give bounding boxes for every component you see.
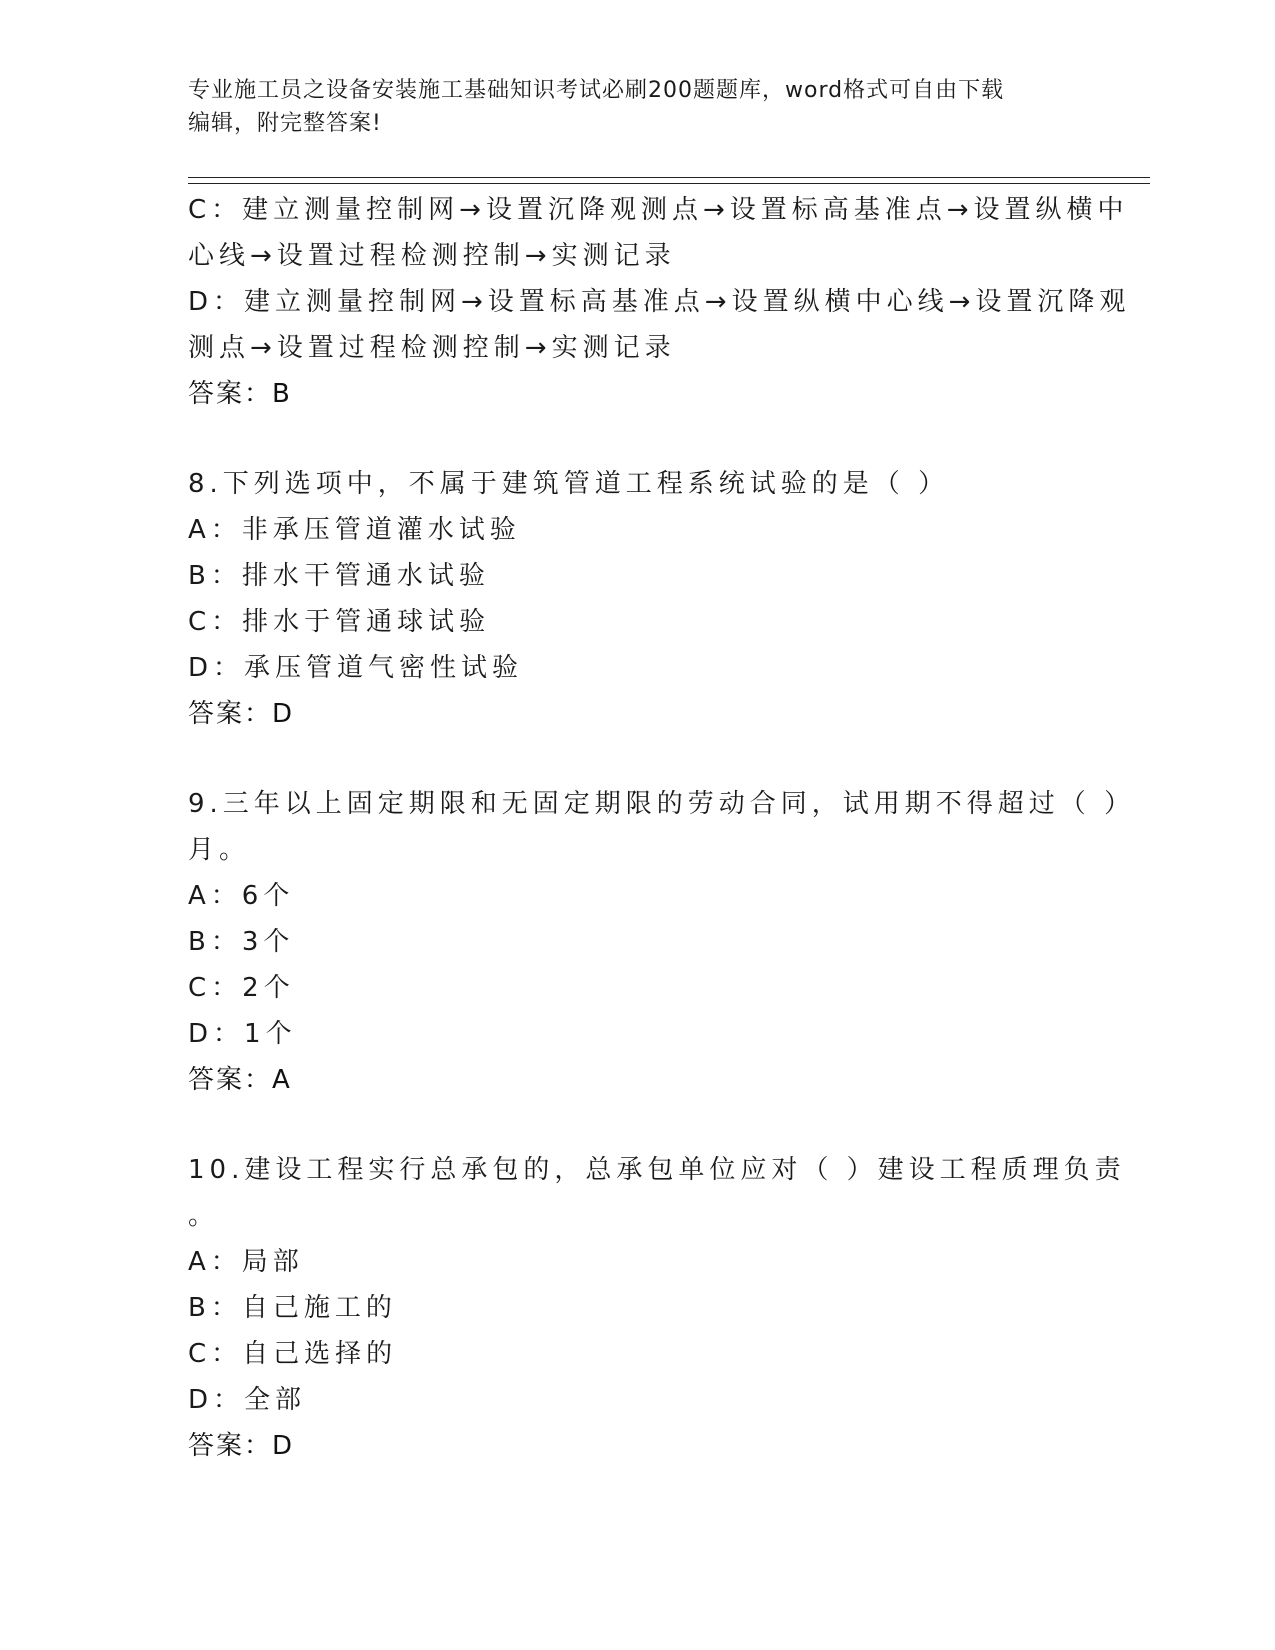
q8-question: 8.下列选项中，不属于建筑管道工程系统试验的是（ ） <box>188 469 950 499</box>
q8-option-a: A：非承压管道灌水试验 <box>188 515 521 545</box>
header-line-1: 专业施工员之设备安装施工基础知识考试必刷200题题库，word格式可自由下载 <box>188 78 1005 103</box>
q10-answer: 答案：D <box>188 1431 295 1461</box>
q10-question-line-2: 。 <box>188 1201 220 1231</box>
q9-option-a: A：6个 <box>188 881 295 911</box>
q10-option-a: A：局部 <box>188 1247 304 1277</box>
question-9-block <box>188 781 1136 1103</box>
question-7-block <box>188 187 1131 417</box>
q9-option-c: C：2个 <box>188 973 295 1003</box>
q10-option-d: D：全部 <box>188 1385 307 1415</box>
q10-option-c: C：自己选择的 <box>188 1339 398 1369</box>
q10-option-b: B：自己施工的 <box>188 1293 397 1323</box>
q7-option-d-line-1: D：建立测量控制网→设置标高基准点→设置纵横中心线→设置沉降观 <box>188 287 1131 317</box>
document-body <box>188 187 1136 1469</box>
q7-option-c-line-2: 心线→设置过程检测控制→实测记录 <box>188 241 676 271</box>
q9-question-line-2: 月。 <box>188 835 251 865</box>
q8-option-d: D：承压管道气密性试验 <box>188 653 524 683</box>
q9-option-d: D：1个 <box>188 1019 297 1049</box>
q7-option-d-line-2: 测点→设置过程检测控制→实测记录 <box>188 333 676 363</box>
q9-option-b: B：3个 <box>188 927 295 957</box>
q8-option-b: B：排水干管通水试验 <box>188 561 490 591</box>
q8-answer: 答案：D <box>188 699 295 729</box>
header-rule-top <box>188 177 1150 178</box>
q9-question-line-1: 9.三年以上固定期限和无固定期限的劳动合同，试用期不得超过（ ） <box>188 789 1136 819</box>
question-8-block <box>188 461 1088 737</box>
header-line-2: 编辑，附完整答案! <box>188 111 382 136</box>
q7-answer: 答案：B <box>188 379 292 409</box>
question-10-block <box>188 1147 1126 1469</box>
header-rule-bottom <box>188 183 1150 184</box>
q9-answer: 答案：A <box>188 1065 292 1095</box>
q10-question-line-1: 10.建设工程实行总承包的，总承包单位应对（ ）建设工程质理负责 <box>188 1155 1126 1185</box>
q7-option-c-line-1: C：建立测量控制网→设置沉降观测点→设置标高基准点→设置纵横中 <box>188 195 1129 225</box>
document-header <box>188 74 1088 140</box>
q8-option-c: C：排水于管通球试验 <box>188 607 491 637</box>
